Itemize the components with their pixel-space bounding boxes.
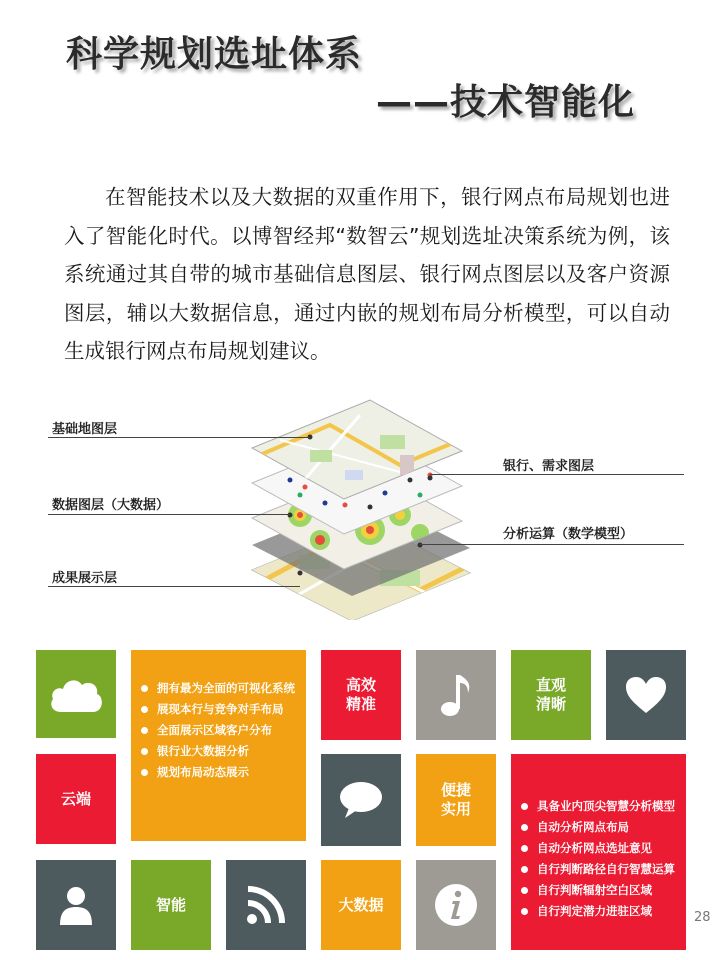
cloud-icon	[47, 674, 105, 714]
label-result-layer: 成果展示层	[52, 571, 118, 586]
list-item: 具备业内顶尖智慧分析模型	[517, 796, 675, 817]
leader-bank-demand	[430, 474, 684, 475]
tile-visualization-features	[131, 650, 306, 841]
tile-bigdata-label: 大数据	[338, 895, 384, 914]
tile-music	[416, 650, 496, 740]
list-item: 规划布局动态展示	[137, 762, 295, 783]
tile-cloud-end-label: 云端	[60, 789, 91, 808]
list-item: 自行判定潜力进驻区域	[517, 901, 675, 922]
tile-heart	[606, 650, 686, 740]
leader-result-layer	[48, 586, 300, 587]
label-data-layer: 数据图层（大数据）	[52, 498, 170, 513]
tile-analysis-features	[511, 754, 686, 950]
list-item: 拥有最为全面的可视化系统	[137, 678, 295, 699]
leader-base-map	[48, 437, 310, 438]
tile-convenient-label: 便捷 实用	[440, 781, 471, 818]
tile-intuitive	[511, 650, 591, 740]
tile-convenient	[416, 754, 496, 846]
list-item: 展现本行与竞争对手布局	[137, 699, 295, 720]
visualization-feature-list	[137, 678, 295, 783]
list-item: 自动分析网点布局	[517, 817, 675, 838]
tile-user	[36, 860, 116, 950]
info-icon	[433, 882, 479, 928]
tile-speech	[321, 754, 401, 846]
leader-analysis	[420, 544, 684, 545]
rss-icon	[246, 885, 286, 925]
tile-smart-label: 智能	[155, 895, 186, 914]
analysis-feature-list	[517, 796, 675, 922]
tile-cloud-end	[36, 754, 116, 844]
music-note-icon	[438, 671, 474, 719]
body-paragraph: 在智能技术以及大数据的双重作用下，银行网点布局规划也进入了智能化时代。以博智经邦“数智云”规划选址决策系统为例，该系统通过其自带的城市基础信息图层、银行网点图层以及客户资源图层，辅以大数据信息，通过内嵌的规划布局分析模型，可以自动生成银行网点布局规划建议。	[64, 185, 670, 363]
tile-cloud	[36, 650, 116, 738]
label-analysis-layer: 分析运算（数学模型）	[503, 527, 634, 542]
tile-intuitive-label: 直观 清晰	[535, 676, 566, 713]
page-subtitle: ——技术智能化	[376, 82, 636, 123]
tile-info	[416, 860, 496, 950]
tile-efficient-label: 高效 精准	[345, 676, 376, 713]
speech-bubble-icon	[337, 780, 385, 820]
list-item: 自动分析网点选址意见	[517, 838, 675, 859]
list-item: 全面展示区域客户分布	[137, 720, 295, 741]
tile-smart	[131, 860, 211, 950]
user-icon	[58, 885, 94, 925]
list-item: 自行判断路径自行智慧运算	[517, 859, 675, 880]
list-item: 银行业大数据分析	[137, 741, 295, 762]
tile-efficient	[321, 650, 401, 740]
page-number: 28	[694, 910, 711, 925]
list-item: 自行判断辐射空白区域	[517, 880, 675, 901]
page-title: 科学规划选址体系	[66, 34, 363, 75]
label-base-map-layer: 基础地图层	[52, 422, 118, 437]
heart-icon	[624, 675, 668, 715]
tile-bigdata	[321, 860, 401, 950]
leader-data-layer	[48, 514, 290, 515]
label-bank-demand-layer: 银行、需求图层	[503, 459, 595, 474]
tile-rss	[226, 860, 306, 950]
